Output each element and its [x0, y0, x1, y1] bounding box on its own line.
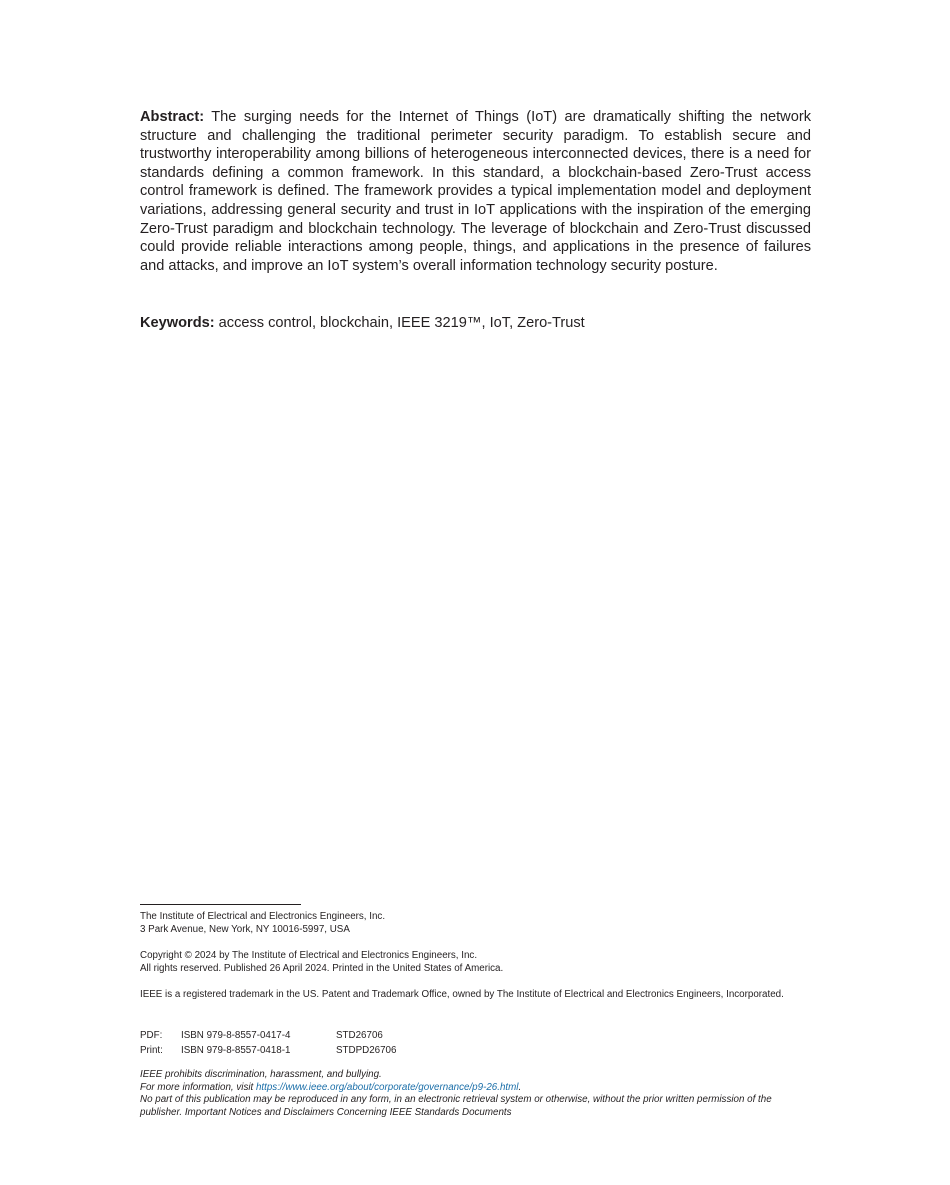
notices-block [140, 1069, 815, 1119]
more-info-line [140, 1082, 815, 1095]
reproduction-notice: No part of this publication may be reproduced in any form, in an electronic retrieval system or otherwise, without the prior written permission of the publisher. Important Notices and Disclaimers Concerning IEEE Standards Documents [140, 1094, 772, 1118]
keywords-label: Keywords: [140, 315, 215, 331]
isbn-table [140, 1029, 815, 1058]
trademark-block [140, 989, 815, 1002]
abstract-text: The surging needs for the Internet of Things (IoT) are dramatically shifting the network structure and challenging the traditional perimeter security paradigm. To establish secure and trustworthy interoperability among billions of heterogeneous interconnected devices, there is a need for standards defining a common framework. In this standard, a blockchain-based Zero-Trust access control framework is defined. The framework provides a typical implementation model and deployment variations, addressing general security and trust in IoT applications with the inspiration of the emerging Zero-Trust paradigm and blockchain technology. The leverage of blockchain and Zero-Trust discussed could provide reliable interactions among people, things, and applications in the presence of failures and attacks, and improve an IoT system’s overall information technology security posture. [140, 109, 811, 274]
keywords-text: access control, blockchain, IEEE 3219™, IoT, Zero-Trust [214, 315, 585, 331]
copyright-line: Copyright © 2024 by The Institute of Electrical and Electronics Engineers, Inc. [140, 950, 478, 961]
keywords-paragraph [140, 314, 811, 333]
policy-line: IEEE prohibits discrimination, harassment, and bullying. [140, 1069, 382, 1080]
isbn-number: ISBN 979-8-8557-0417-4 [181, 1030, 291, 1041]
abstract-paragraph [140, 108, 811, 275]
publisher-block [140, 911, 815, 936]
isbn-row-pdf [140, 1029, 815, 1044]
rights-line: All rights reserved. Published 26 April 2024. Printed in the United States of America. [140, 962, 504, 974]
trademark-text: IEEE is a registered trademark in the US. Patent and Trademark Office, owned by The Institute of Electrical and Electronics Engineers, Incorporated. [140, 989, 784, 1000]
publisher-name: The Institute of Electrical and Electronics Engineers, Inc. [140, 911, 386, 922]
more-info-suffix: . [518, 1081, 522, 1093]
footnote-divider [140, 904, 301, 905]
abstract-label: Abstract: [140, 109, 205, 125]
isbn-stock-number: STDPD26706 [336, 1044, 397, 1056]
isbn-stock-number: STD26706 [336, 1030, 383, 1041]
isbn-number: ISBN 979-8-8557-0418-1 [181, 1044, 291, 1056]
copyright-block [140, 950, 815, 975]
publisher-address: 3 Park Avenue, New York, NY 10016-5997, USA [140, 923, 350, 935]
more-info-prefix: For more information, visit [140, 1081, 256, 1093]
policy-link[interactable]: https://www.ieee.org/about/corporate/governance/p9-26.html [255, 1081, 519, 1093]
isbn-format: Print: [140, 1044, 163, 1056]
isbn-format: PDF: [140, 1030, 163, 1041]
isbn-row-print [140, 1044, 815, 1059]
